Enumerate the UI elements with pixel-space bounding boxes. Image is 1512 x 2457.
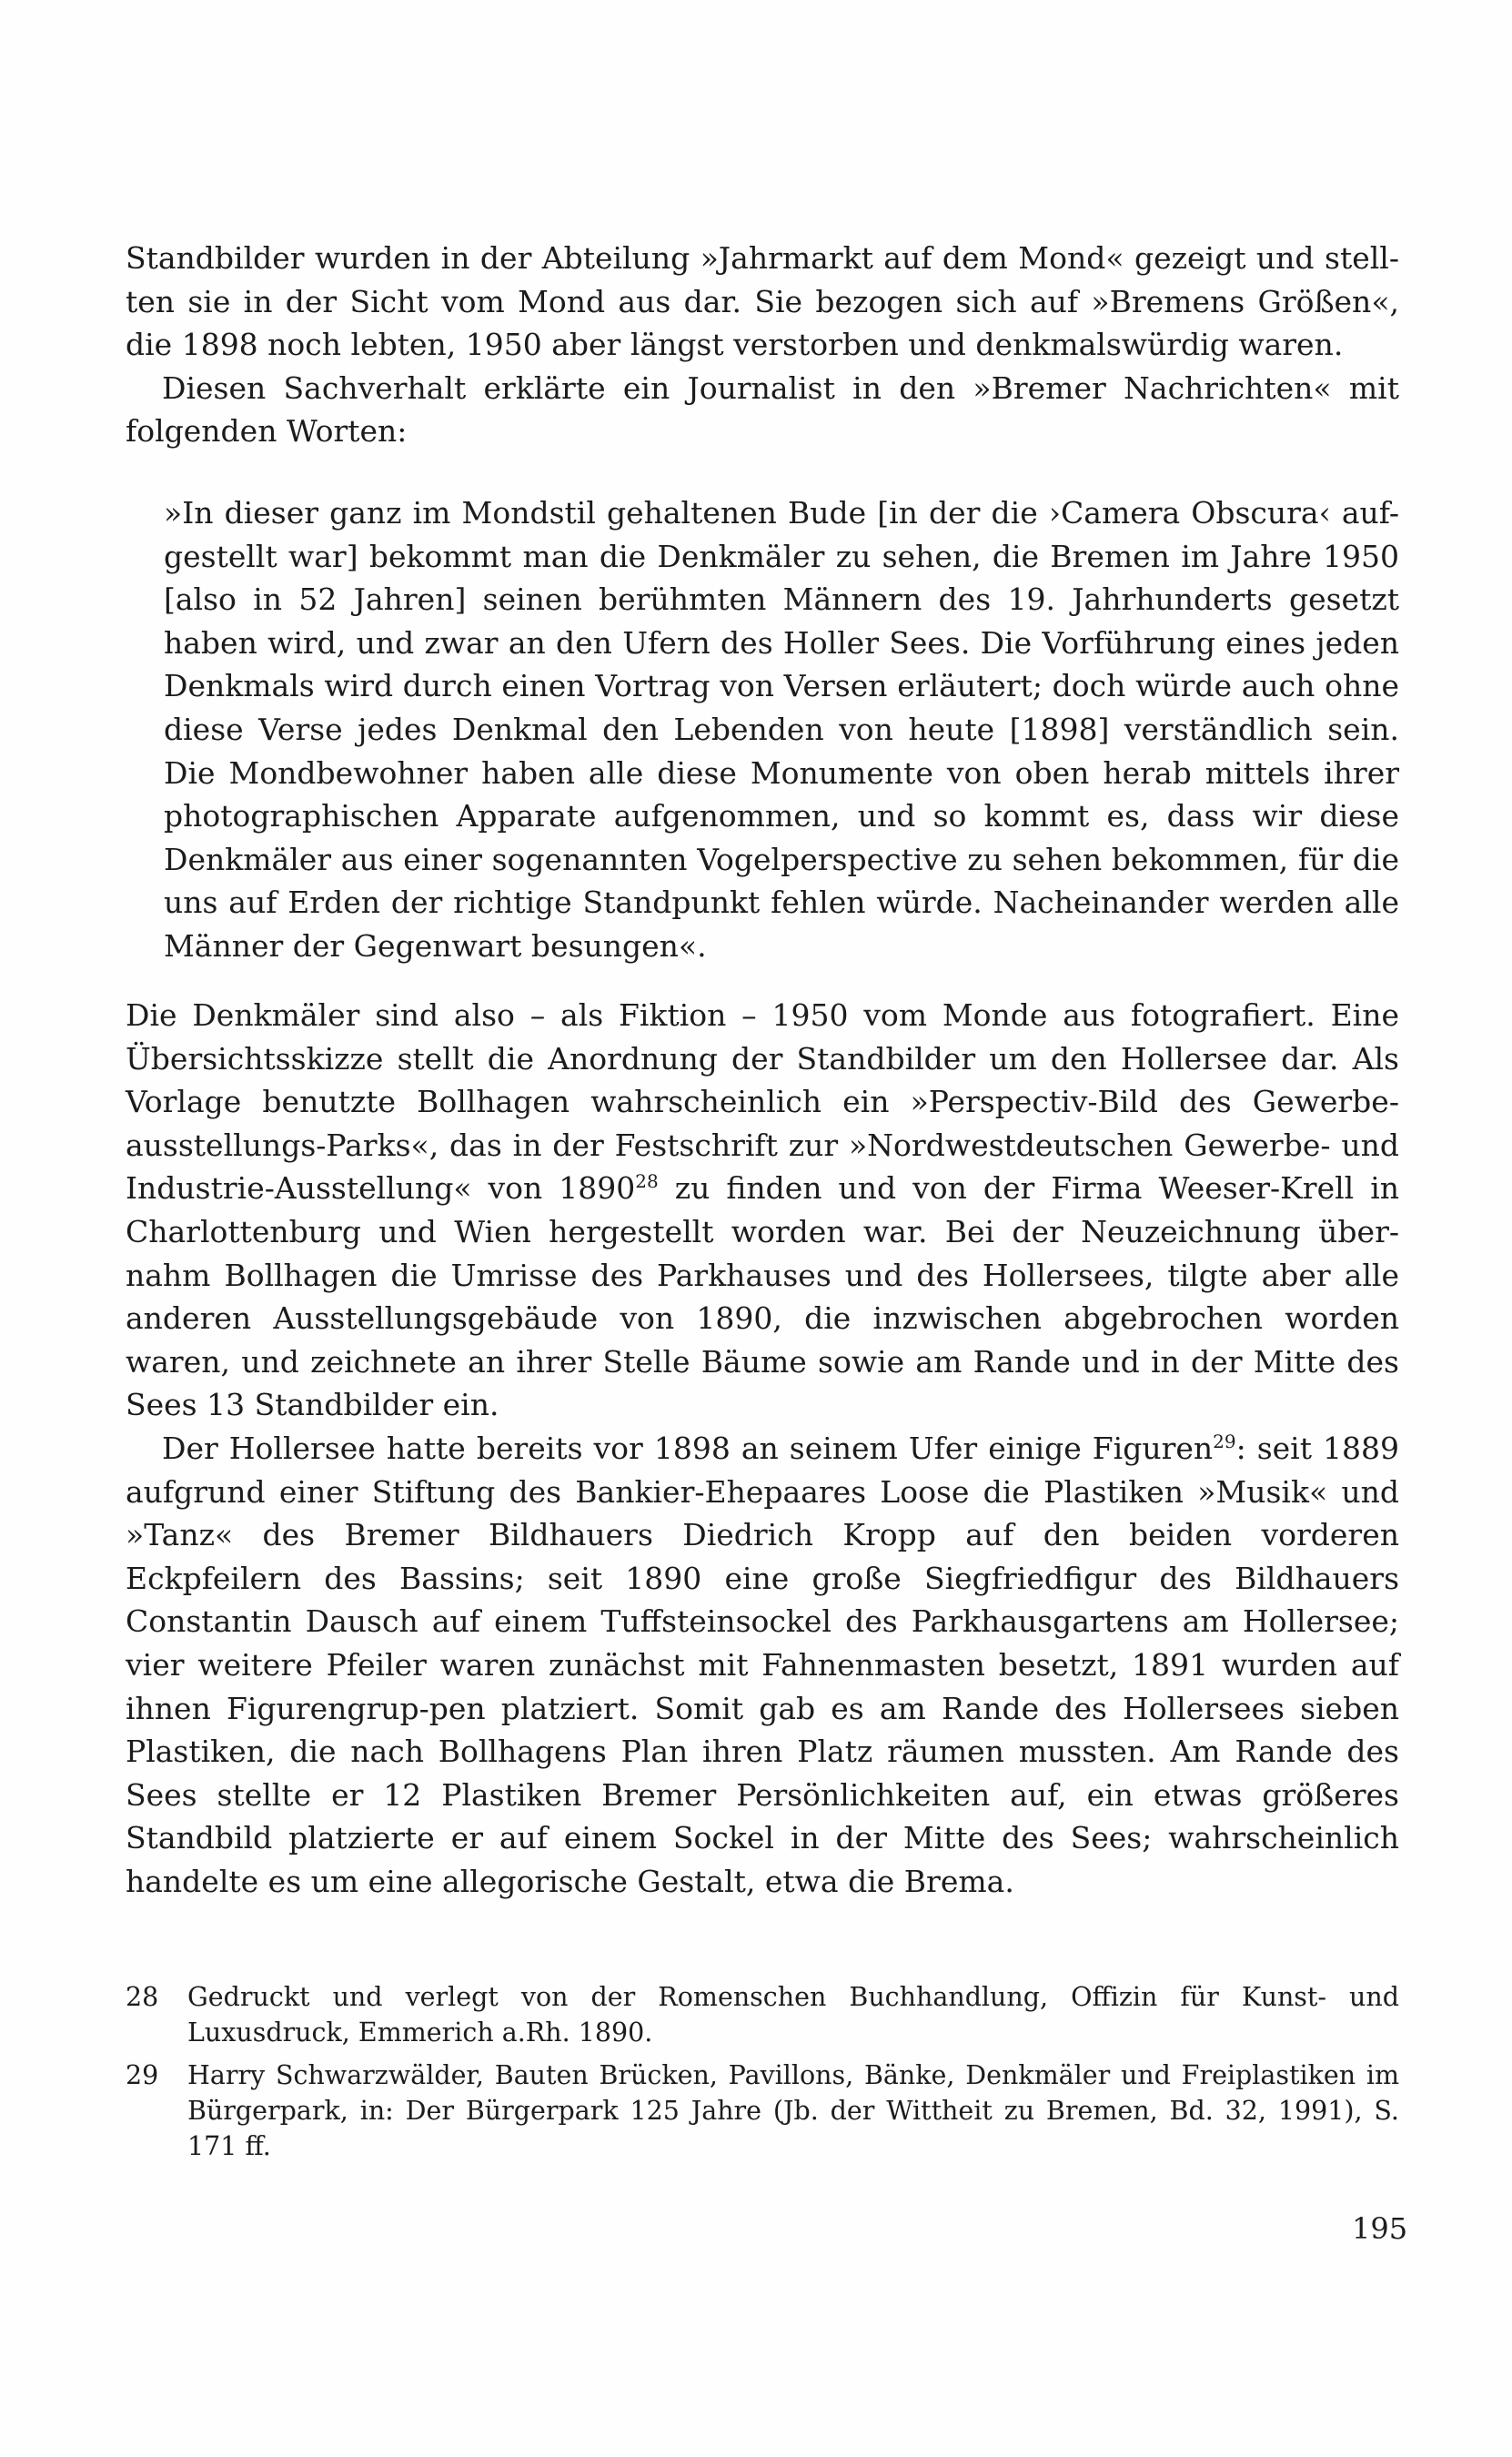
footnote-text: Gedruckt und verlegt von der Romenschen Buchhandlung, Offizin für Kunst- und Luxusdruck, Emmerich a.Rh. 1890. — [187, 1982, 1399, 2048]
footnote-number: 29 — [126, 2060, 159, 2090]
footnote-29 — [126, 2058, 1399, 2164]
main-paragraph-2-text-a: Der Hollersee hatte bereits vor 1898 an seinem Ufer einige Figuren — [162, 1430, 1214, 1466]
main-paragraph-1-text-b: zu finden und von der Firma Weeser-Krell in Charlottenburg und Wien hergestellt worden war. Bei der Neuzeichnung über-nahm Bollhagen die Umrisse des Parkhauses und des Hollersees, tilgte aber alle anderen Ausstellungsgebäude von 1890, die inzwischen abgebrochen worden waren, und zeichnete an ihrer Stelle Bäume sowie am Rande und in der Mitte des Sees 13 Standbilder ein. — [126, 1170, 1400, 1423]
intro-paragraph-2: Diesen Sachverhalt erklärte ein Journalist in den »Bremer Nachrichten« mit folgenden Worten: — [126, 369, 1399, 450]
quote-text: »In dieser ganz im Mondstil gehaltenen Bude [in der die ›Camera Obscura‹ auf-gestellt war] bekommt man die Denkmäler zu sehen, die Bremen im Jahre 1950 [also in 52 Jahren] seinen berühmten Männern des 19. Jahrhunderts gesetzt haben wird, und zwar an den Ufern des Holler Sees. Die Vorführung eines jeden Denkmals wird durch einen Vortrag von Versen erläutert; doch würde auch ohne diese Verse jedes Denkmal den Lebenden von heute [1898] verständlich sein. Die Mondbewohner haben alle diese Monumente von oben herab mittels ihrer photographischen Apparate aufgenommen, und so kommt es, dass wir diese Denkmäler aus einer sogenannten Vogelperspective zu sehen bekommen, für die uns auf Erden der richtige Standpunkt fehlen würde. Nacheinander werden alle Männer der Gegenwart besungen«. — [164, 495, 1399, 964]
intro-section — [126, 237, 1399, 453]
footnotes — [126, 1979, 1399, 2171]
main-paragraph-2 — [126, 1427, 1399, 1904]
block-quote — [164, 491, 1399, 968]
intro-paragraph-1: Standbilder wurden in der Abteilung »Jahrmarkt auf dem Mond« gezeigt und stell-ten sie in der Sicht vom Mond aus dar. Sie bezogen sich auf »Bremens Größen«, die 1898 noch lebten, 1950 aber längst verstorben und denkmalswürdig waren. — [126, 240, 1399, 363]
main-section — [126, 994, 1399, 1903]
footnote-ref-28[interactable]: 28 — [635, 1170, 659, 1193]
footnote-ref-29[interactable]: 29 — [1213, 1430, 1236, 1452]
main-paragraph-2-text-b: : seit 1889 aufgrund einer Stiftung des Bankier-Ehepaares Loose die Plastiken »Musik« und »Tanz« des Bremer Bildhauers Diedrich Kropp auf den beiden vorderen Eckpfeilern des Bassins; seit 1890 eine große Siegfriedfigur des Bildhauers Constantin Dausch auf einem Tuffsteinsockel des Parkhausgartens am Hollersee; vier weitere Pfeiler waren zunächst mit Fahnenmasten besetzt, 1891 wurden auf ihnen Figurengrup-pen platziert. Somit gab es am Rande des Hollersees sieben Plastiken, die nach Bollhagens Plan ihren Platz räumen mussten. Am Rande des Sees stellte er 12 Plastiken Bremer Persönlichkeiten auf, ein etwas größeres Standbild platzierte er auf einem Sockel in der Mitte des Sees; wahrscheinlich handelte es um eine allegorische Gestalt, etwa die Brema. — [126, 1430, 1399, 1899]
page-number: 195 — [1352, 2211, 1408, 2246]
footnote-28 — [126, 1979, 1399, 2050]
main-paragraph-1 — [126, 994, 1399, 1427]
footnote-number: 28 — [126, 1982, 159, 2012]
main-paragraph-1-text-a: Die Denkmäler sind also – als Fiktion – 1950 vom Monde aus fotografiert. Eine Übersichtsskizze stellt die Anordnung der Standbilder um den Hollersee dar. Als Vorlage benutzte Bollhagen wahrscheinlich ein »Perspectiv-Bild des Gewerbe-ausstellungs-Parks«, das in der Festschrift zur »Nordwestdeutschen Gewerbe- und Industrie-Ausstellung« von 1890 — [126, 997, 1399, 1207]
footnote-text: Harry Schwarzwälder, Bauten Brücken, Pavillons, Bänke, Denkmäler und Freiplastiken im Bürgerpark, in: Der Bürgerpark 125 Jahre (Jb. der Wittheit zu Bremen, Bd. 32, 1991), S. 171 ff. — [187, 2060, 1399, 2161]
